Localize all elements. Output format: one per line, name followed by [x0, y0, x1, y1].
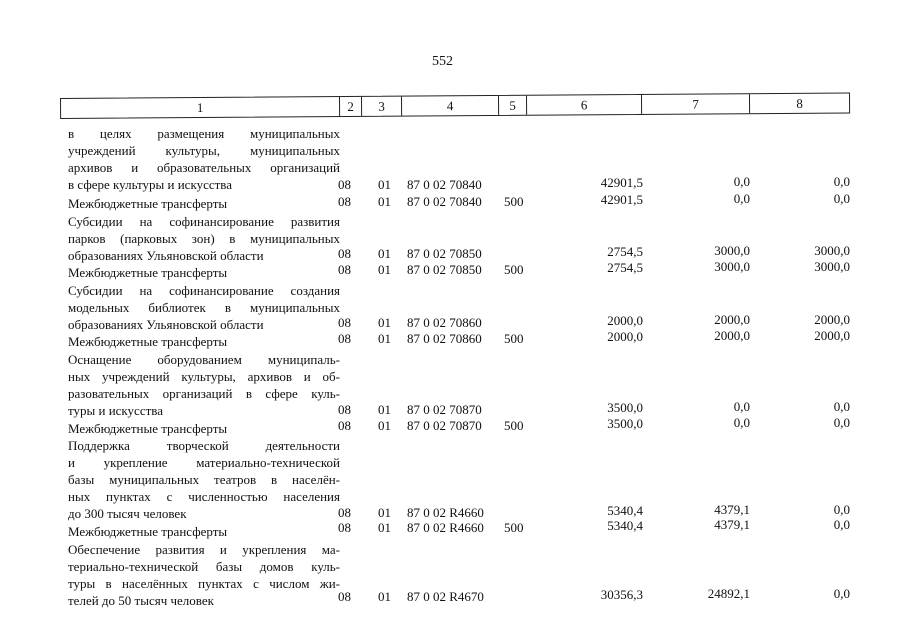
cell-amount-2: 24892,1: [707, 586, 750, 601]
cell-amount-2: 0,0: [733, 191, 750, 206]
row-description-line: образованиях Ульяновской области: [68, 248, 264, 263]
cell-expense-type: 500: [504, 194, 524, 209]
header-col-4: 4: [401, 96, 498, 116]
cell-amount-3: 3000,0: [814, 243, 850, 258]
cell-amount-3: 0,0: [833, 399, 850, 414]
cell-subsection: 01: [378, 331, 391, 346]
cell-amount-1: 3500,0: [607, 400, 643, 415]
cell-section: 08: [338, 262, 351, 277]
cell-target-code: 87 0 02 70850: [407, 262, 482, 277]
row-description-line: базы муниципальных театров в населён-: [68, 472, 340, 487]
cell-amount-3: 0,0: [833, 191, 850, 206]
row-description-line: Межбюджетные трансферты: [68, 196, 228, 211]
row-description-line: туры и искусства: [68, 403, 164, 418]
cell-target-code: 87 0 02 R4670: [407, 589, 484, 604]
row-description-line: модельных библиотек в муниципальных: [68, 300, 340, 315]
row-description-line: ных учреждений культуры, архивов и об-: [68, 369, 340, 384]
cell-subsection: 01: [378, 505, 391, 520]
cell-section: 08: [338, 194, 351, 209]
cell-subsection: 01: [378, 589, 391, 604]
row-description-line: образованиях Ульяновской области: [68, 317, 264, 332]
cell-amount-2: 3000,0: [714, 243, 750, 258]
row-description-line: в целях размещения муниципальных: [68, 126, 340, 141]
row-description-line: в сфере культуры и искусства: [68, 177, 233, 192]
cell-amount-2: 0,0: [733, 174, 750, 189]
row-description-line: Обеспечение развития и укрепления ма-: [68, 542, 340, 557]
header-col-5: 5: [498, 96, 526, 115]
cell-section: 08: [338, 418, 351, 433]
header-col-8: 8: [749, 93, 849, 113]
cell-amount-1: 5340,4: [607, 503, 643, 518]
cell-amount-2: 0,0: [733, 415, 750, 430]
cell-section: 08: [338, 246, 351, 261]
cell-amount-1: 42901,5: [600, 175, 643, 190]
row-description-line: туры в населённых пунктах с числом жи-: [68, 576, 340, 591]
cell-amount-2: 4379,1: [714, 502, 750, 517]
page-number: 552: [432, 54, 453, 69]
cell-target-code: 87 0 02 70850: [407, 246, 482, 261]
row-description-line: до 300 тысяч человек: [68, 506, 187, 521]
cell-section: 08: [338, 505, 351, 520]
cell-section: 08: [338, 520, 351, 535]
cell-amount-1: 2000,0: [607, 313, 643, 328]
header-col-7: 7: [641, 94, 749, 114]
cell-target-code: 87 0 02 70870: [407, 418, 482, 433]
row-description-line: Оснащение оборудованием муниципаль-: [68, 352, 340, 367]
cell-expense-type: 500: [504, 331, 524, 346]
cell-subsection: 01: [378, 315, 391, 330]
cell-amount-2: 2000,0: [714, 328, 750, 343]
cell-amount-3: 0,0: [833, 517, 850, 532]
row-description-line: териально-технической базы домов куль-: [68, 559, 340, 574]
cell-section: 08: [338, 589, 351, 604]
row-description-line: Межбюджетные трансферты: [68, 421, 228, 436]
row-description-line: учреждений культуры, муниципальных: [68, 143, 340, 158]
header-col-1: 1: [196, 99, 204, 116]
row-description-line: Субсидии на софинансирование создания: [68, 283, 340, 298]
cell-amount-3: 2000,0: [814, 328, 850, 343]
cell-amount-1: 42901,5: [600, 192, 643, 207]
cell-subsection: 01: [378, 246, 391, 261]
cell-amount-1: 2754,5: [607, 260, 643, 275]
row-description-line: Субсидии на софинансирование развития: [68, 214, 340, 229]
row-description-line: Межбюджетные трансферты: [68, 334, 228, 349]
cell-section: 08: [338, 331, 351, 346]
row-description-line: разовательных организаций в сфере куль-: [68, 386, 340, 401]
cell-target-code: 87 0 02 70840: [407, 194, 482, 209]
cell-amount-2: 2000,0: [714, 312, 750, 327]
row-description-line: Поддержка творческой деятельности: [68, 438, 340, 453]
cell-subsection: 01: [378, 262, 391, 277]
cell-amount-1: 3500,0: [607, 416, 643, 431]
row-description-line: Межбюджетные трансферты: [68, 524, 228, 539]
cell-target-code: 87 0 02 70870: [407, 402, 482, 417]
header-col-6: 6: [526, 95, 641, 115]
cell-section: 08: [338, 315, 351, 330]
cell-subsection: 01: [378, 520, 391, 535]
row-description-line: архивов и образовательных организаций: [68, 160, 340, 175]
cell-amount-3: 0,0: [833, 502, 850, 517]
header-col-3: 3: [361, 97, 401, 116]
cell-target-code: 87 0 02 70860: [407, 331, 482, 346]
cell-amount-3: 0,0: [833, 174, 850, 189]
cell-subsection: 01: [378, 194, 391, 209]
cell-amount-3: 0,0: [833, 415, 850, 430]
row-description-line: ных пунктах с численностью населения: [68, 489, 340, 504]
cell-amount-3: 0,0: [833, 586, 850, 601]
cell-section: 08: [338, 177, 351, 192]
cell-amount-2: 4379,1: [714, 517, 750, 532]
cell-expense-type: 500: [504, 520, 524, 535]
cell-subsection: 01: [378, 418, 391, 433]
row-description-line: и укрепление материально-технической: [68, 455, 340, 470]
cell-expense-type: 500: [504, 418, 524, 433]
cell-target-code: 87 0 02 R4660: [407, 505, 484, 520]
row-description-line: Межбюджетные трансферты: [68, 265, 228, 280]
row-description-line: парков (парковых зон) в муниципальных: [68, 231, 340, 246]
cell-amount-1: 30356,3: [600, 587, 643, 602]
cell-subsection: 01: [378, 402, 391, 417]
header-col-2: 2: [339, 97, 361, 116]
cell-subsection: 01: [378, 177, 391, 192]
cell-amount-2: 3000,0: [714, 259, 750, 274]
cell-amount-3: 2000,0: [814, 312, 850, 327]
cell-section: 08: [338, 402, 351, 417]
cell-amount-1: 2754,5: [607, 244, 643, 259]
row-description-line: телей до 50 тысяч человек: [68, 593, 214, 608]
cell-target-code: 87 0 02 70860: [407, 315, 482, 330]
cell-amount-1: 2000,0: [607, 329, 643, 344]
cell-amount-3: 3000,0: [814, 259, 850, 274]
cell-target-code: 87 0 02 R4660: [407, 520, 484, 535]
cell-amount-2: 0,0: [733, 399, 750, 414]
cell-expense-type: 500: [504, 262, 524, 277]
cell-target-code: 87 0 02 70840: [407, 177, 482, 192]
cell-amount-1: 5340,4: [607, 518, 643, 533]
